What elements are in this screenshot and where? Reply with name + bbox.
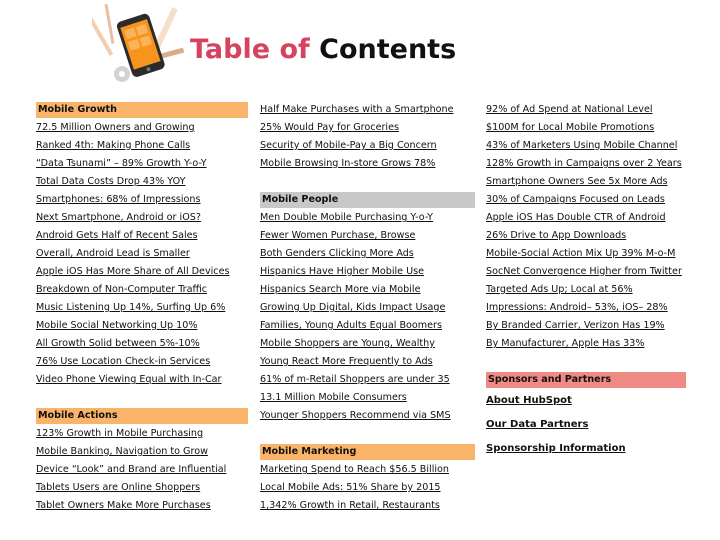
toc-link[interactable]: Growing Up Digital, Kids Impact Usage xyxy=(260,302,446,313)
toc-link[interactable]: Apple iOS Has More Share of All Devices xyxy=(36,266,230,277)
toc-link[interactable]: $100M for Local Mobile Promotions xyxy=(486,122,655,133)
toc-link[interactable]: Device “Look” and Brand are Influential xyxy=(36,464,227,475)
spacer xyxy=(260,173,475,191)
column-2 xyxy=(260,101,475,515)
sponsor-link-about-hubspot[interactable]: About HubSpot xyxy=(486,395,572,406)
toc-link[interactable]: Mobile Browsing In-store Grows 78% xyxy=(260,158,436,169)
toc-link[interactable]: 1,342% Growth in Retail, Restaurants xyxy=(260,500,440,511)
phone-tools-illustration xyxy=(92,2,188,88)
toc-link[interactable]: 128% Growth in Campaigns over 2 Years xyxy=(486,158,682,169)
toc-link[interactable]: Families, Young Adults Equal Boomers xyxy=(260,320,442,331)
toc-link[interactable]: Mobile Shoppers are Young, Wealthy xyxy=(260,338,435,349)
section-header-mobile-actions: Mobile Actions xyxy=(36,408,248,424)
toc-link[interactable]: Young React More Frequently to Ads xyxy=(260,356,433,367)
column-3 xyxy=(486,101,686,461)
toc-link[interactable]: Smartphone Owners See 5x More Ads xyxy=(486,176,668,187)
toc-link[interactable]: Local Mobile Ads: 51% Share by 2015 xyxy=(260,482,441,493)
section-header-mobile-marketing: Mobile Marketing xyxy=(260,444,475,460)
spacer xyxy=(260,425,475,443)
toc-link[interactable]: 25% Would Pay for Groceries xyxy=(260,122,399,133)
toc-link[interactable]: Ranked 4th: Making Phone Calls xyxy=(36,140,191,151)
toc-link[interactable]: Men Double Mobile Purchasing Y-o-Y xyxy=(260,212,434,223)
toc-link[interactable]: Smartphones: 68% of Impressions xyxy=(36,194,201,205)
column-1 xyxy=(36,101,248,515)
toc-link[interactable]: Tablet Owners Make More Purchases xyxy=(36,500,211,511)
toc-link[interactable]: 123% Growth in Mobile Purchasing xyxy=(36,428,204,439)
screwdriver-icon xyxy=(105,4,115,44)
toc-link[interactable]: Half Make Purchases with a Smartphone xyxy=(260,104,454,115)
toc-link[interactable]: Total Data Costs Drop 43% YOY xyxy=(36,176,186,187)
toc-link[interactable]: Mobile-Social Action Mix Up 39% M-o-M xyxy=(486,248,676,259)
toc-link[interactable]: Apple iOS Has Double CTR of Android xyxy=(486,212,666,223)
toc-link[interactable]: Targeted Ads Up; Local at 56% xyxy=(486,284,633,295)
toc-link[interactable]: Tablets Users are Online Shoppers xyxy=(36,482,201,493)
page-title xyxy=(190,34,456,65)
section-header-mobile-growth: Mobile Growth xyxy=(36,102,248,118)
toc-link[interactable]: 61% of m-Retail Shoppers are under 35 xyxy=(260,374,450,385)
toc-link[interactable]: Video Phone Viewing Equal with In-Car xyxy=(36,374,222,385)
toc-link[interactable]: Security of Mobile-Pay a Big Concern xyxy=(260,140,437,151)
toc-link[interactable]: 13.1 Million Mobile Consumers xyxy=(260,392,407,403)
toc-link[interactable]: “Data Tsunami” – 89% Growth Y-o-Y xyxy=(36,158,207,169)
toc-link[interactable]: Mobile Banking, Navigation to Grow xyxy=(36,446,208,457)
toc-link[interactable]: 30% of Campaigns Focused on Leads xyxy=(486,194,665,205)
sponsor-link-sponsorship-info[interactable]: Sponsorship Information xyxy=(486,443,626,454)
toc-link[interactable]: Android Gets Half of Recent Sales xyxy=(36,230,198,241)
toc-link[interactable]: Younger Shoppers Recommend via SMS xyxy=(260,410,451,421)
toc-link[interactable]: 43% of Marketers Using Mobile Channel xyxy=(486,140,678,151)
toc-link[interactable]: By Branded Carrier, Verizon Has 19% xyxy=(486,320,665,331)
toc-link[interactable]: Mobile Social Networking Up 10% xyxy=(36,320,198,331)
sponsor-link-data-partners[interactable]: Our Data Partners xyxy=(486,419,589,430)
toc-link[interactable]: Music Listening Up 14%, Surfing Up 6% xyxy=(36,302,226,313)
toc-link[interactable]: 76% Use Location Check-in Services xyxy=(36,356,211,367)
toc-link[interactable]: All Growth Solid between 5%-10% xyxy=(36,338,200,349)
toc-link[interactable]: By Manufacturer, Apple Has 33% xyxy=(486,338,645,349)
toc-link[interactable]: Impressions: Android– 53%, iOS– 28% xyxy=(486,302,668,313)
toc-link[interactable]: Hispanics Search More via Mobile xyxy=(260,284,421,295)
section-header-sponsors: Sponsors and Partners xyxy=(486,372,686,388)
spacer xyxy=(486,353,686,371)
toc-link[interactable]: Marketing Spend to Reach $56.5 Billion xyxy=(260,464,449,475)
toc-link[interactable]: Hispanics Have Higher Mobile Use xyxy=(260,266,425,277)
title-part-1: Table of xyxy=(190,34,310,65)
title-part-2: Contents xyxy=(319,34,457,65)
toc-link[interactable]: SocNet Convergence Higher from Twitter xyxy=(486,266,682,277)
section-header-mobile-people: Mobile People xyxy=(260,192,475,208)
toc-link[interactable]: Fewer Women Purchase, Browse xyxy=(260,230,416,241)
spacer xyxy=(36,389,248,407)
toc-link[interactable]: Overall, Android Lead is Smaller xyxy=(36,248,190,259)
toc-link[interactable]: Both Genders Clicking More Ads xyxy=(260,248,414,259)
toc-link[interactable]: 72.5 Million Owners and Growing xyxy=(36,122,195,133)
toc-link[interactable]: Next Smartphone, Android or iOS? xyxy=(36,212,201,223)
toc-link[interactable]: 26% Drive to App Downloads xyxy=(486,230,627,241)
toc-link[interactable]: Breakdown of Non-Computer Traffic xyxy=(36,284,208,295)
toc-link[interactable]: 92% of Ad Spend at National Level xyxy=(486,104,653,115)
